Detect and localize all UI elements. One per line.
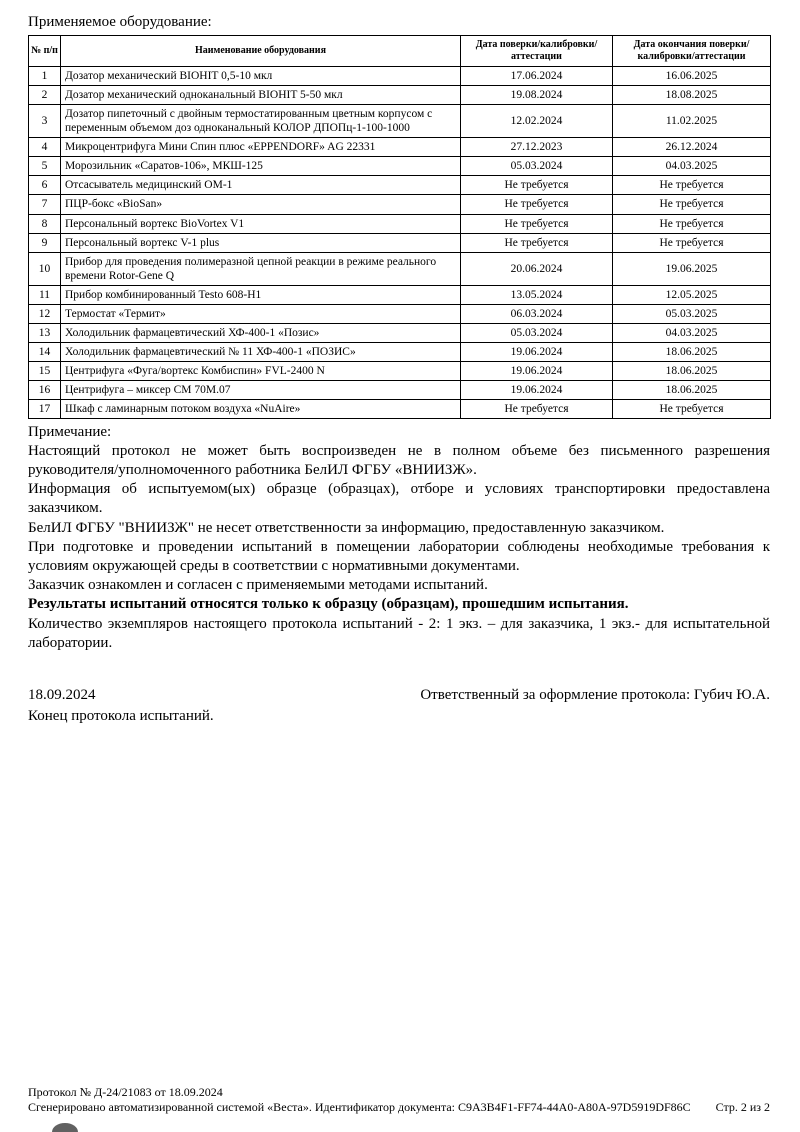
verification-date: 06.03.2024	[461, 304, 613, 323]
equipment-name: Холодильник фармацевтический № 11 ХФ-400-1 «ПОЗИС»	[61, 342, 461, 361]
header-expiry-date: Дата окончания поверки/калибровки/аттестации	[613, 36, 771, 67]
verification-date: Не требуется	[461, 399, 613, 418]
verification-date: Не требуется	[461, 214, 613, 233]
equipment-table	[28, 35, 771, 419]
table-row	[29, 285, 771, 304]
row-number: 8	[29, 214, 61, 233]
note-paragraph: Заказчик ознакомлен и согласен с применяемыми методами испытаний.	[28, 577, 488, 594]
note-paragraph: Информация об испытуемом(ых) образце (образцах), отборе и условиях транспортировки предоставлена заказчиком.	[28, 481, 770, 517]
expiry-date: 26.12.2024	[613, 138, 771, 157]
footer-page-number: Стр. 2 из 2	[715, 1100, 770, 1115]
row-number: 12	[29, 304, 61, 323]
verification-date: 19.06.2024	[461, 380, 613, 399]
expiry-date: 18.06.2025	[613, 342, 771, 361]
table-row	[29, 361, 771, 380]
row-number: 3	[29, 105, 61, 138]
equipment-name: Дозатор механический BIOHIT 0,5-10 мкл	[61, 67, 461, 86]
row-number: 6	[29, 176, 61, 195]
expiry-date: 04.03.2025	[613, 157, 771, 176]
footer-protocol-number: Протокол № Д-24/21083 от 18.09.2024	[28, 1084, 223, 1099]
verification-date: 20.06.2024	[461, 252, 613, 285]
expiry-date: Не требуется	[613, 233, 771, 252]
equipment-name: Холодильник фармацевтический ХФ-400-1 «Позис»	[61, 323, 461, 342]
row-number: 14	[29, 342, 61, 361]
equipment-section-title: Применяемое оборудование:	[28, 14, 212, 30]
table-row	[29, 214, 771, 233]
table-row	[29, 176, 771, 195]
notes-section	[28, 423, 770, 653]
equipment-name: Морозильник «Саратов-106», МКШ-125	[61, 157, 461, 176]
row-number: 16	[29, 380, 61, 399]
verification-date: 12.02.2024	[461, 105, 613, 138]
row-number: 17	[29, 399, 61, 418]
expiry-date: 16.06.2025	[613, 67, 771, 86]
page-footer	[28, 1085, 770, 1116]
table-row	[29, 380, 771, 399]
equipment-name: Прибор для проведения полимеразной цепной реакции в режиме реального времени Rotor-Gene Q	[61, 252, 461, 285]
expiry-date: Не требуется	[613, 195, 771, 214]
expiry-date: 11.02.2025	[613, 105, 771, 138]
signature-row	[28, 687, 770, 704]
expiry-date: 19.06.2025	[613, 252, 771, 285]
verification-date: Не требуется	[461, 176, 613, 195]
verification-date: Не требуется	[461, 233, 613, 252]
responsible-person: Ответственный за оформление протокола: Губич Ю.А.	[420, 686, 770, 703]
expiry-date: Не требуется	[613, 399, 771, 418]
table-row	[29, 252, 771, 285]
header-equipment-name: Наименование оборудования	[61, 36, 461, 67]
row-number: 5	[29, 157, 61, 176]
table-row	[29, 233, 771, 252]
table-row	[29, 195, 771, 214]
equipment-name: Центрифуга – миксер СМ 70М.07	[61, 380, 461, 399]
row-number: 13	[29, 323, 61, 342]
expiry-date: Не требуется	[613, 176, 771, 195]
verification-date: 19.06.2024	[461, 342, 613, 361]
expiry-date: 05.03.2025	[613, 304, 771, 323]
notes-title: Примечание:	[28, 423, 112, 440]
equipment-name: Персональный вортекс BioVortex V1	[61, 214, 461, 233]
protocol-end-line: Конец протокола испытаний.	[28, 707, 214, 724]
equipment-name: Дозатор пипеточный с двойным термостатированным цветным корпусом с переменным объемом доз одноканальный КОЛОР ДПОПц-1-100-1000	[61, 105, 461, 138]
notes-paragraphs	[28, 442, 770, 653]
scan-artifact	[52, 1123, 78, 1132]
table-row	[29, 105, 771, 138]
row-number: 15	[29, 361, 61, 380]
table-row	[29, 67, 771, 86]
note-paragraph: При подготовке и проведении испытаний в помещении лаборатории соблюдены необходимые требования к условиям окружающей среды в соответствии с нормативными документами.	[28, 538, 770, 574]
expiry-date: 18.06.2025	[613, 361, 771, 380]
equipment-name: ПЦР-бокс «BioSan»	[61, 195, 461, 214]
row-number: 9	[29, 233, 61, 252]
table-row	[29, 138, 771, 157]
note-paragraph: Количество экземпляров настоящего протокола испытаний - 2: 1 экз. – для заказчика, 1 экз.- для испытательной лаборатории.	[28, 615, 770, 651]
row-number: 7	[29, 195, 61, 214]
expiry-date: 04.03.2025	[613, 323, 771, 342]
verification-date: 19.08.2024	[461, 86, 613, 105]
expiry-date: 12.05.2025	[613, 285, 771, 304]
note-paragraph: БелИЛ ФГБУ "ВНИИЗЖ" не несет ответственности за информацию, предоставленную заказчиком.	[28, 519, 665, 536]
expiry-date: 18.08.2025	[613, 86, 771, 105]
equipment-name: Термостат «Термит»	[61, 304, 461, 323]
verification-date: 19.06.2024	[461, 361, 613, 380]
verification-date: Не требуется	[461, 195, 613, 214]
footer-second-line	[28, 1100, 770, 1116]
header-verification-date: Дата поверки/калибровки/аттестации	[461, 36, 613, 67]
note-paragraph: Результаты испытаний относятся только к образцу (образцам), прошедшим испытания.	[28, 596, 629, 613]
header-row-number: № п/п	[29, 36, 61, 67]
row-number: 1	[29, 67, 61, 86]
table-row	[29, 304, 771, 323]
table-row	[29, 399, 771, 418]
row-number: 2	[29, 86, 61, 105]
equipment-table-header	[29, 36, 771, 67]
row-number: 10	[29, 252, 61, 285]
equipment-name: Дозатор механический одноканальный BIOHIT 5-50 мкл	[61, 86, 461, 105]
verification-date: 13.05.2024	[461, 285, 613, 304]
verification-date: 27.12.2023	[461, 138, 613, 157]
equipment-name: Прибор комбинированный Testo 608-H1	[61, 285, 461, 304]
equipment-name: Шкаф с ламинарным потоком воздуха «NuAire»	[61, 399, 461, 418]
table-row	[29, 157, 771, 176]
equipment-name: Отсасыватель медицинский ОМ-1	[61, 176, 461, 195]
expiry-date: Не требуется	[613, 214, 771, 233]
protocol-date: 18.09.2024	[28, 686, 96, 703]
table-row	[29, 342, 771, 361]
row-number: 4	[29, 138, 61, 157]
equipment-name: Персональный вортекс V-1 plus	[61, 233, 461, 252]
expiry-date: 18.06.2025	[613, 380, 771, 399]
verification-date: 05.03.2024	[461, 157, 613, 176]
verification-date: 17.06.2024	[461, 67, 613, 86]
note-paragraph: Настоящий протокол не может быть воспроизведен не в полном объеме без письменного разрешения руководителя/уполномоченного работника БелИЛ ФГБУ «ВНИИЗЖ».	[28, 442, 770, 479]
table-row	[29, 323, 771, 342]
footer-generated-info: Сгенерировано автоматизированной системой «Веста». Идентификатор документа: C9A3B4F1-FF74-44A0-A80A-97D5919DF86C	[28, 1100, 691, 1115]
table-row	[29, 86, 771, 105]
verification-date: 05.03.2024	[461, 323, 613, 342]
equipment-name: Микроцентрифуга Мини Спин плюс «EPPENDORF» AG 22331	[61, 138, 461, 157]
header-row	[29, 36, 771, 67]
row-number: 11	[29, 285, 61, 304]
equipment-table-body	[29, 67, 771, 418]
equipment-name: Центрифуга «Фуга/вортекс Комбиспин» FVL-2400 N	[61, 361, 461, 380]
